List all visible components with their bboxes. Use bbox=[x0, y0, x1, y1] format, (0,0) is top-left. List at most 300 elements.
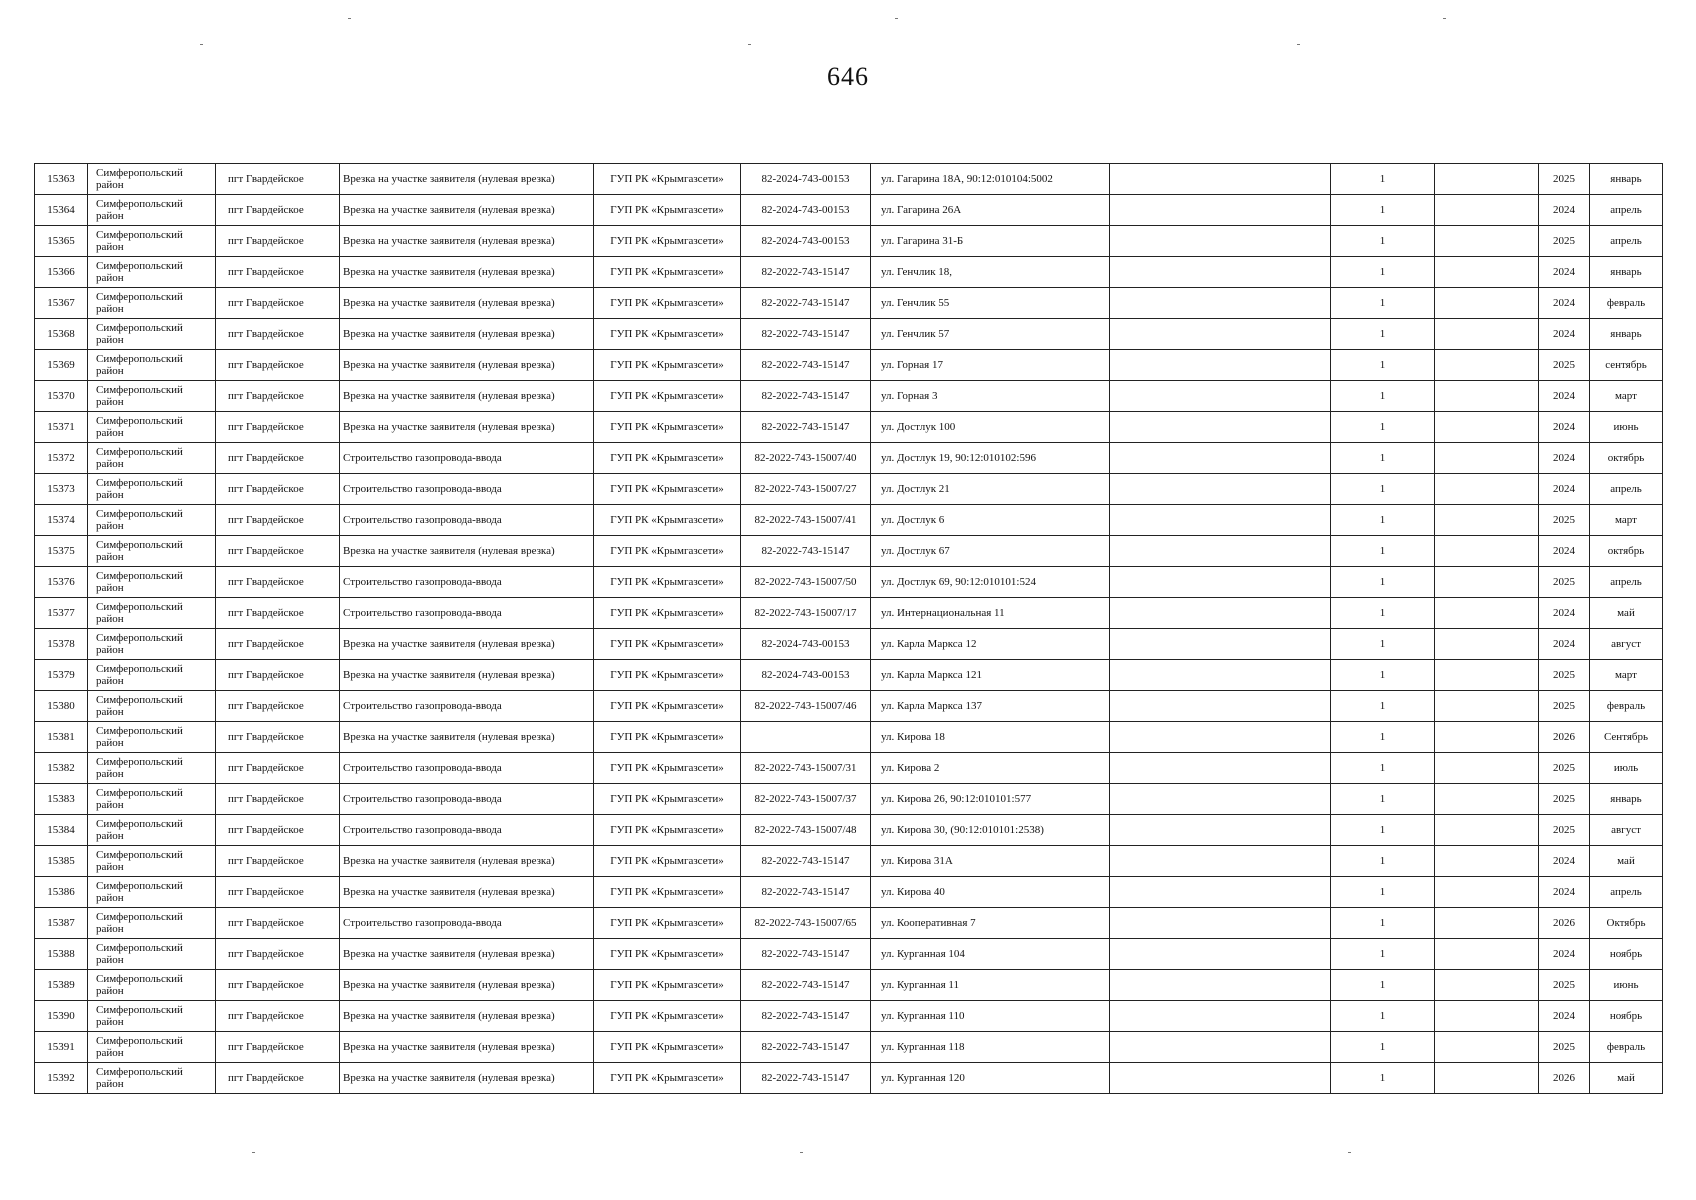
reference-number-cell: 82-2022-743-15007/48 bbox=[741, 815, 871, 846]
empty-cell bbox=[1110, 846, 1331, 877]
work-type-cell: Врезка на участке заявителя (нулевая врезка) bbox=[340, 877, 594, 908]
settlement-cell: пгт Гвардейское bbox=[216, 567, 340, 598]
table-row bbox=[35, 350, 1663, 381]
settlement-cell: пгт Гвардейское bbox=[216, 815, 340, 846]
organization-cell: ГУП РК «Крымгазсети» bbox=[594, 908, 741, 939]
empty-cell bbox=[1110, 598, 1331, 629]
quantity-cell: 1 bbox=[1331, 908, 1435, 939]
reference-number-cell: 82-2022-743-15007/27 bbox=[741, 474, 871, 505]
organization-cell: ГУП РК «Крымгазсети» bbox=[594, 753, 741, 784]
address-cell: ул. Карла Маркса 137 bbox=[871, 691, 1110, 722]
empty-cell bbox=[1110, 505, 1331, 536]
year-cell: 2024 bbox=[1539, 846, 1590, 877]
empty-cell bbox=[1110, 164, 1331, 195]
district-cell: Симферопольский район bbox=[88, 815, 216, 846]
reference-number-cell: 82-2024-743-00153 bbox=[741, 195, 871, 226]
empty-cell bbox=[1110, 1001, 1331, 1032]
month-cell: апрель bbox=[1590, 567, 1663, 598]
quantity-cell: 1 bbox=[1331, 474, 1435, 505]
district-cell: Симферопольский район bbox=[88, 908, 216, 939]
organization-cell: ГУП РК «Крымгазсети» bbox=[594, 443, 741, 474]
work-type-cell: Строительство газопровода-ввода bbox=[340, 753, 594, 784]
reference-number-cell: 82-2022-743-15147 bbox=[741, 257, 871, 288]
settlement-cell: пгт Гвардейское bbox=[216, 226, 340, 257]
settlement-cell: пгт Гвардейское bbox=[216, 195, 340, 226]
address-cell: ул. Достлук 6 bbox=[871, 505, 1110, 536]
quantity-cell: 1 bbox=[1331, 1001, 1435, 1032]
address-cell: ул. Гагарина 31-Б bbox=[871, 226, 1110, 257]
row-number: 15374 bbox=[35, 505, 88, 536]
work-type-cell: Врезка на участке заявителя (нулевая врезка) bbox=[340, 288, 594, 319]
year-cell: 2024 bbox=[1539, 474, 1590, 505]
work-type-cell: Строительство газопровода-ввода bbox=[340, 443, 594, 474]
year-cell: 2025 bbox=[1539, 660, 1590, 691]
empty-cell bbox=[1435, 970, 1539, 1001]
empty-cell bbox=[1110, 536, 1331, 567]
month-cell: июнь bbox=[1590, 970, 1663, 1001]
work-type-cell: Строительство газопровода-ввода bbox=[340, 598, 594, 629]
reference-number-cell: 82-2022-743-15147 bbox=[741, 350, 871, 381]
empty-cell bbox=[1435, 877, 1539, 908]
row-number: 15375 bbox=[35, 536, 88, 567]
settlement-cell: пгт Гвардейское bbox=[216, 939, 340, 970]
month-cell: сентябрь bbox=[1590, 350, 1663, 381]
row-number: 15378 bbox=[35, 629, 88, 660]
organization-cell: ГУП РК «Крымгазсети» bbox=[594, 257, 741, 288]
year-cell: 2025 bbox=[1539, 784, 1590, 815]
table-row bbox=[35, 1032, 1663, 1063]
work-type-cell: Врезка на участке заявителя (нулевая врезка) bbox=[340, 846, 594, 877]
settlement-cell: пгт Гвардейское bbox=[216, 691, 340, 722]
district-cell: Симферопольский район bbox=[88, 691, 216, 722]
table-row bbox=[35, 381, 1663, 412]
row-number: 15377 bbox=[35, 598, 88, 629]
month-cell: Октябрь bbox=[1590, 908, 1663, 939]
empty-cell bbox=[1435, 753, 1539, 784]
reference-number-cell: 82-2022-743-15147 bbox=[741, 939, 871, 970]
empty-cell bbox=[1110, 412, 1331, 443]
empty-cell bbox=[1435, 288, 1539, 319]
table-row bbox=[35, 474, 1663, 505]
work-type-cell: Врезка на участке заявителя (нулевая врезка) bbox=[340, 350, 594, 381]
row-number: 15389 bbox=[35, 970, 88, 1001]
organization-cell: ГУП РК «Крымгазсети» bbox=[594, 536, 741, 567]
row-number: 15392 bbox=[35, 1063, 88, 1094]
row-number: 15369 bbox=[35, 350, 88, 381]
empty-cell bbox=[1110, 443, 1331, 474]
district-cell: Симферопольский район bbox=[88, 846, 216, 877]
quantity-cell: 1 bbox=[1331, 846, 1435, 877]
year-cell: 2024 bbox=[1539, 1001, 1590, 1032]
work-type-cell: Врезка на участке заявителя (нулевая врезка) bbox=[340, 1032, 594, 1063]
year-cell: 2024 bbox=[1539, 939, 1590, 970]
organization-cell: ГУП РК «Крымгазсети» bbox=[594, 164, 741, 195]
settlement-cell: пгт Гвардейское bbox=[216, 536, 340, 567]
work-type-cell: Врезка на участке заявителя (нулевая врезка) bbox=[340, 629, 594, 660]
work-type-cell: Врезка на участке заявителя (нулевая врезка) bbox=[340, 381, 594, 412]
district-cell: Симферопольский район bbox=[88, 567, 216, 598]
empty-cell bbox=[1435, 257, 1539, 288]
month-cell: январь bbox=[1590, 319, 1663, 350]
quantity-cell: 1 bbox=[1331, 226, 1435, 257]
year-cell: 2026 bbox=[1539, 1063, 1590, 1094]
empty-cell bbox=[1110, 567, 1331, 598]
district-cell: Симферопольский район bbox=[88, 753, 216, 784]
address-cell: ул. Курганная 118 bbox=[871, 1032, 1110, 1063]
table-row bbox=[35, 195, 1663, 226]
reference-number-cell: 82-2022-743-15147 bbox=[741, 381, 871, 412]
month-cell: февраль bbox=[1590, 288, 1663, 319]
settlement-cell: пгт Гвардейское bbox=[216, 598, 340, 629]
row-number: 15384 bbox=[35, 815, 88, 846]
organization-cell: ГУП РК «Крымгазсети» bbox=[594, 288, 741, 319]
district-cell: Симферопольский район bbox=[88, 257, 216, 288]
district-cell: Симферопольский район bbox=[88, 660, 216, 691]
month-cell: ноябрь bbox=[1590, 1001, 1663, 1032]
reference-number-cell: 82-2022-743-15147 bbox=[741, 288, 871, 319]
scan-speck bbox=[800, 1152, 803, 1153]
empty-cell bbox=[1435, 195, 1539, 226]
address-cell: ул. Достлук 67 bbox=[871, 536, 1110, 567]
address-cell: ул. Кирова 40 bbox=[871, 877, 1110, 908]
register-table bbox=[34, 163, 1663, 1094]
quantity-cell: 1 bbox=[1331, 505, 1435, 536]
quantity-cell: 1 bbox=[1331, 412, 1435, 443]
work-type-cell: Строительство газопровода-ввода bbox=[340, 474, 594, 505]
empty-cell bbox=[1435, 536, 1539, 567]
empty-cell bbox=[1435, 660, 1539, 691]
empty-cell bbox=[1110, 195, 1331, 226]
settlement-cell: пгт Гвардейское bbox=[216, 505, 340, 536]
address-cell: ул. Горная 17 bbox=[871, 350, 1110, 381]
organization-cell: ГУП РК «Крымгазсети» bbox=[594, 877, 741, 908]
organization-cell: ГУП РК «Крымгазсети» bbox=[594, 939, 741, 970]
empty-cell bbox=[1110, 288, 1331, 319]
work-type-cell: Врезка на участке заявителя (нулевая врезка) bbox=[340, 1063, 594, 1094]
month-cell: январь bbox=[1590, 164, 1663, 195]
work-type-cell: Врезка на участке заявителя (нулевая врезка) bbox=[340, 660, 594, 691]
month-cell: февраль bbox=[1590, 691, 1663, 722]
row-number: 15381 bbox=[35, 722, 88, 753]
address-cell: ул. Кооперативная 7 bbox=[871, 908, 1110, 939]
organization-cell: ГУП РК «Крымгазсети» bbox=[594, 784, 741, 815]
district-cell: Симферопольский район bbox=[88, 536, 216, 567]
empty-cell bbox=[1110, 877, 1331, 908]
work-type-cell: Врезка на участке заявителя (нулевая врезка) bbox=[340, 722, 594, 753]
reference-number-cell: 82-2022-743-15147 bbox=[741, 536, 871, 567]
empty-cell bbox=[1435, 784, 1539, 815]
table-row bbox=[35, 288, 1663, 319]
quantity-cell: 1 bbox=[1331, 350, 1435, 381]
quantity-cell: 1 bbox=[1331, 815, 1435, 846]
quantity-cell: 1 bbox=[1331, 784, 1435, 815]
address-cell: ул. Карла Маркса 121 bbox=[871, 660, 1110, 691]
row-number: 15380 bbox=[35, 691, 88, 722]
work-type-cell: Строительство газопровода-ввода bbox=[340, 691, 594, 722]
empty-cell bbox=[1110, 474, 1331, 505]
address-cell: ул. Достлук 21 bbox=[871, 474, 1110, 505]
month-cell: август bbox=[1590, 815, 1663, 846]
empty-cell bbox=[1435, 598, 1539, 629]
reference-number-cell: 82-2022-743-15007/17 bbox=[741, 598, 871, 629]
empty-cell bbox=[1435, 815, 1539, 846]
work-type-cell: Строительство газопровода-ввода bbox=[340, 815, 594, 846]
empty-cell bbox=[1435, 443, 1539, 474]
reference-number-cell: 82-2022-743-15147 bbox=[741, 846, 871, 877]
quantity-cell: 1 bbox=[1331, 598, 1435, 629]
table-row bbox=[35, 753, 1663, 784]
month-cell: январь bbox=[1590, 257, 1663, 288]
address-cell: ул. Генчлик 57 bbox=[871, 319, 1110, 350]
quantity-cell: 1 bbox=[1331, 381, 1435, 412]
quantity-cell: 1 bbox=[1331, 753, 1435, 784]
reference-number-cell bbox=[741, 722, 871, 753]
year-cell: 2024 bbox=[1539, 195, 1590, 226]
month-cell: апрель bbox=[1590, 195, 1663, 226]
settlement-cell: пгт Гвардейское bbox=[216, 350, 340, 381]
organization-cell: ГУП РК «Крымгазсети» bbox=[594, 815, 741, 846]
organization-cell: ГУП РК «Крымгазсети» bbox=[594, 1032, 741, 1063]
empty-cell bbox=[1435, 939, 1539, 970]
empty-cell bbox=[1110, 908, 1331, 939]
reference-number-cell: 82-2024-743-00153 bbox=[741, 164, 871, 195]
row-number: 15386 bbox=[35, 877, 88, 908]
settlement-cell: пгт Гвардейское bbox=[216, 474, 340, 505]
organization-cell: ГУП РК «Крымгазсети» bbox=[594, 1001, 741, 1032]
empty-cell bbox=[1435, 350, 1539, 381]
organization-cell: ГУП РК «Крымгазсети» bbox=[594, 660, 741, 691]
month-cell: октябрь bbox=[1590, 536, 1663, 567]
quantity-cell: 1 bbox=[1331, 443, 1435, 474]
year-cell: 2024 bbox=[1539, 319, 1590, 350]
year-cell: 2025 bbox=[1539, 815, 1590, 846]
table-row bbox=[35, 691, 1663, 722]
month-cell: ноябрь bbox=[1590, 939, 1663, 970]
month-cell: апрель bbox=[1590, 877, 1663, 908]
quantity-cell: 1 bbox=[1331, 722, 1435, 753]
district-cell: Симферопольский район bbox=[88, 412, 216, 443]
address-cell: ул. Кирова 2 bbox=[871, 753, 1110, 784]
settlement-cell: пгт Гвардейское bbox=[216, 846, 340, 877]
work-type-cell: Врезка на участке заявителя (нулевая врезка) bbox=[340, 257, 594, 288]
empty-cell bbox=[1435, 691, 1539, 722]
district-cell: Симферопольский район bbox=[88, 350, 216, 381]
work-type-cell: Врезка на участке заявителя (нулевая врезка) bbox=[340, 195, 594, 226]
empty-cell bbox=[1110, 1032, 1331, 1063]
year-cell: 2026 bbox=[1539, 722, 1590, 753]
reference-number-cell: 82-2022-743-15147 bbox=[741, 1001, 871, 1032]
year-cell: 2025 bbox=[1539, 567, 1590, 598]
work-type-cell: Врезка на участке заявителя (нулевая врезка) bbox=[340, 412, 594, 443]
empty-cell bbox=[1110, 257, 1331, 288]
empty-cell bbox=[1435, 1001, 1539, 1032]
year-cell: 2025 bbox=[1539, 226, 1590, 257]
district-cell: Симферопольский район bbox=[88, 1001, 216, 1032]
settlement-cell: пгт Гвардейское bbox=[216, 753, 340, 784]
address-cell: ул. Курганная 11 bbox=[871, 970, 1110, 1001]
year-cell: 2024 bbox=[1539, 288, 1590, 319]
empty-cell bbox=[1435, 1032, 1539, 1063]
table-row bbox=[35, 412, 1663, 443]
month-cell: июль bbox=[1590, 753, 1663, 784]
table-row bbox=[35, 226, 1663, 257]
address-cell: ул. Курганная 110 bbox=[871, 1001, 1110, 1032]
work-type-cell: Врезка на участке заявителя (нулевая врезка) bbox=[340, 536, 594, 567]
quantity-cell: 1 bbox=[1331, 629, 1435, 660]
address-cell: ул. Курганная 104 bbox=[871, 939, 1110, 970]
reference-number-cell: 82-2022-743-15007/46 bbox=[741, 691, 871, 722]
work-type-cell: Врезка на участке заявителя (нулевая врезка) bbox=[340, 970, 594, 1001]
organization-cell: ГУП РК «Крымгазсети» bbox=[594, 350, 741, 381]
organization-cell: ГУП РК «Крымгазсети» bbox=[594, 598, 741, 629]
district-cell: Симферопольский район bbox=[88, 877, 216, 908]
year-cell: 2024 bbox=[1539, 598, 1590, 629]
organization-cell: ГУП РК «Крымгазсети» bbox=[594, 412, 741, 443]
scan-speck bbox=[348, 18, 351, 19]
empty-cell bbox=[1110, 753, 1331, 784]
year-cell: 2024 bbox=[1539, 257, 1590, 288]
month-cell: июнь bbox=[1590, 412, 1663, 443]
organization-cell: ГУП РК «Крымгазсети» bbox=[594, 1063, 741, 1094]
district-cell: Симферопольский район bbox=[88, 443, 216, 474]
work-type-cell: Врезка на участке заявителя (нулевая врезка) bbox=[340, 1001, 594, 1032]
district-cell: Симферопольский район bbox=[88, 1063, 216, 1094]
settlement-cell: пгт Гвардейское bbox=[216, 443, 340, 474]
scan-speck bbox=[252, 1152, 255, 1153]
row-number: 15376 bbox=[35, 567, 88, 598]
table-row bbox=[35, 629, 1663, 660]
settlement-cell: пгт Гвардейское bbox=[216, 970, 340, 1001]
address-cell: ул. Кирова 31А bbox=[871, 846, 1110, 877]
row-number: 15385 bbox=[35, 846, 88, 877]
row-number: 15368 bbox=[35, 319, 88, 350]
table-row bbox=[35, 1063, 1663, 1094]
year-cell: 2025 bbox=[1539, 350, 1590, 381]
organization-cell: ГУП РК «Крымгазсети» bbox=[594, 970, 741, 1001]
organization-cell: ГУП РК «Крымгазсети» bbox=[594, 319, 741, 350]
quantity-cell: 1 bbox=[1331, 257, 1435, 288]
scan-speck bbox=[895, 18, 898, 19]
year-cell: 2025 bbox=[1539, 1032, 1590, 1063]
district-cell: Симферопольский район bbox=[88, 288, 216, 319]
district-cell: Симферопольский район bbox=[88, 505, 216, 536]
quantity-cell: 1 bbox=[1331, 164, 1435, 195]
year-cell: 2025 bbox=[1539, 505, 1590, 536]
reference-number-cell: 82-2022-743-15147 bbox=[741, 319, 871, 350]
table-row bbox=[35, 939, 1663, 970]
organization-cell: ГУП РК «Крымгазсети» bbox=[594, 474, 741, 505]
address-cell: ул. Курганная 120 bbox=[871, 1063, 1110, 1094]
work-type-cell: Строительство газопровода-ввода bbox=[340, 567, 594, 598]
table-row bbox=[35, 970, 1663, 1001]
table-row bbox=[35, 257, 1663, 288]
row-number: 15387 bbox=[35, 908, 88, 939]
table-row bbox=[35, 722, 1663, 753]
district-cell: Симферопольский район bbox=[88, 319, 216, 350]
empty-cell bbox=[1435, 908, 1539, 939]
address-cell: ул. Генчлик 55 bbox=[871, 288, 1110, 319]
organization-cell: ГУП РК «Крымгазсети» bbox=[594, 505, 741, 536]
row-number: 15366 bbox=[35, 257, 88, 288]
year-cell: 2024 bbox=[1539, 412, 1590, 443]
month-cell: Сентябрь bbox=[1590, 722, 1663, 753]
month-cell: август bbox=[1590, 629, 1663, 660]
quantity-cell: 1 bbox=[1331, 536, 1435, 567]
month-cell: апрель bbox=[1590, 226, 1663, 257]
address-cell: ул. Гагарина 18А, 90:12:010104:5002 bbox=[871, 164, 1110, 195]
work-type-cell: Врезка на участке заявителя (нулевая врезка) bbox=[340, 319, 594, 350]
work-type-cell: Врезка на участке заявителя (нулевая врезка) bbox=[340, 939, 594, 970]
address-cell: ул. Гагарина 26А bbox=[871, 195, 1110, 226]
month-cell: март bbox=[1590, 660, 1663, 691]
quantity-cell: 1 bbox=[1331, 195, 1435, 226]
empty-cell bbox=[1435, 226, 1539, 257]
district-cell: Симферопольский район bbox=[88, 970, 216, 1001]
district-cell: Симферопольский район bbox=[88, 474, 216, 505]
empty-cell bbox=[1110, 226, 1331, 257]
year-cell: 2024 bbox=[1539, 877, 1590, 908]
empty-cell bbox=[1435, 846, 1539, 877]
reference-number-cell: 82-2022-743-15147 bbox=[741, 412, 871, 443]
row-number: 15365 bbox=[35, 226, 88, 257]
table-row bbox=[35, 660, 1663, 691]
quantity-cell: 1 bbox=[1331, 877, 1435, 908]
district-cell: Симферопольский район bbox=[88, 939, 216, 970]
row-number: 15391 bbox=[35, 1032, 88, 1063]
organization-cell: ГУП РК «Крымгазсети» bbox=[594, 629, 741, 660]
year-cell: 2024 bbox=[1539, 629, 1590, 660]
empty-cell bbox=[1435, 474, 1539, 505]
month-cell: апрель bbox=[1590, 474, 1663, 505]
quantity-cell: 1 bbox=[1331, 319, 1435, 350]
row-number: 15382 bbox=[35, 753, 88, 784]
month-cell: март bbox=[1590, 505, 1663, 536]
settlement-cell: пгт Гвардейское bbox=[216, 908, 340, 939]
reference-number-cell: 82-2022-743-15007/37 bbox=[741, 784, 871, 815]
reference-number-cell: 82-2022-743-15007/41 bbox=[741, 505, 871, 536]
work-type-cell: Строительство газопровода-ввода bbox=[340, 784, 594, 815]
reference-number-cell: 82-2022-743-15147 bbox=[741, 1063, 871, 1094]
district-cell: Симферопольский район bbox=[88, 195, 216, 226]
year-cell: 2025 bbox=[1539, 691, 1590, 722]
quantity-cell: 1 bbox=[1331, 288, 1435, 319]
row-number: 15383 bbox=[35, 784, 88, 815]
row-number: 15363 bbox=[35, 164, 88, 195]
address-cell: ул. Кирова 18 bbox=[871, 722, 1110, 753]
row-number: 15371 bbox=[35, 412, 88, 443]
district-cell: Симферопольский район bbox=[88, 226, 216, 257]
empty-cell bbox=[1110, 939, 1331, 970]
district-cell: Симферопольский район bbox=[88, 598, 216, 629]
month-cell: март bbox=[1590, 381, 1663, 412]
organization-cell: ГУП РК «Крымгазсети» bbox=[594, 567, 741, 598]
empty-cell bbox=[1435, 722, 1539, 753]
quantity-cell: 1 bbox=[1331, 970, 1435, 1001]
year-cell: 2025 bbox=[1539, 164, 1590, 195]
organization-cell: ГУП РК «Крымгазсети» bbox=[594, 846, 741, 877]
empty-cell bbox=[1110, 1063, 1331, 1094]
empty-cell bbox=[1435, 1063, 1539, 1094]
empty-cell bbox=[1110, 691, 1331, 722]
quantity-cell: 1 bbox=[1331, 1032, 1435, 1063]
empty-cell bbox=[1110, 350, 1331, 381]
organization-cell: ГУП РК «Крымгазсети» bbox=[594, 691, 741, 722]
year-cell: 2024 bbox=[1539, 443, 1590, 474]
organization-cell: ГУП РК «Крымгазсети» bbox=[594, 226, 741, 257]
month-cell: октябрь bbox=[1590, 443, 1663, 474]
empty-cell bbox=[1435, 319, 1539, 350]
empty-cell bbox=[1110, 722, 1331, 753]
